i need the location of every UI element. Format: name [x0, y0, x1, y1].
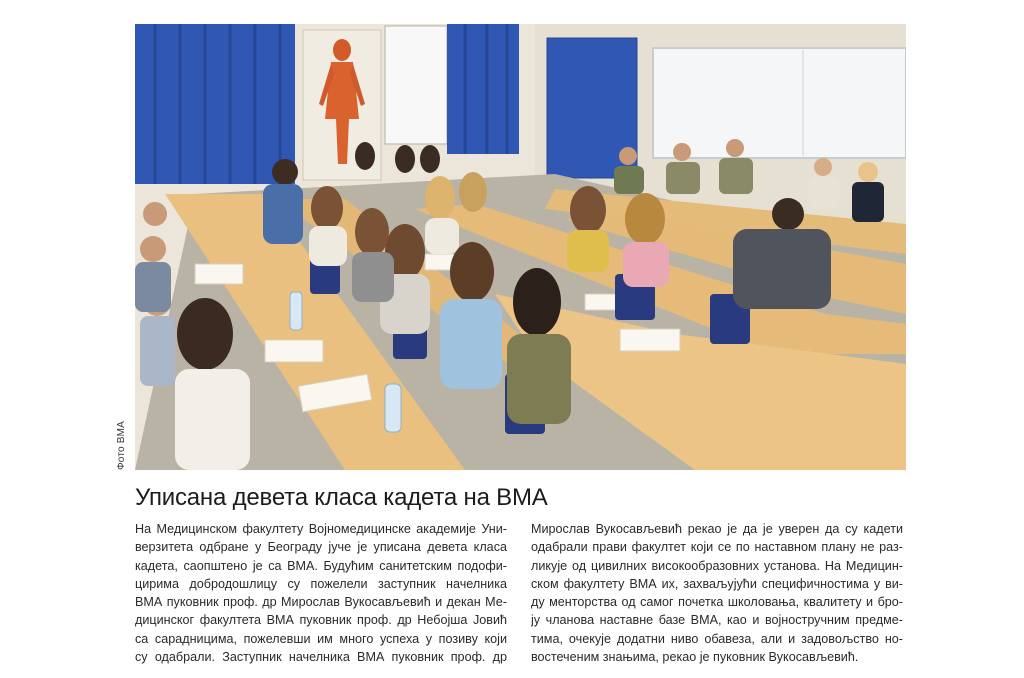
text-line: ликује од цивилних високообразовних установа. На Медицин- — [531, 558, 903, 573]
text-line: тима, очекује додатни ниво обавеза, али и задовољство но- — [531, 631, 903, 646]
text-line: одабрали прави факултет који се по наставном плану не раз- — [531, 540, 903, 555]
article-headline: Уписана девета класа кадета на ВМА — [135, 484, 548, 511]
text-line: са сарадницима, пожелевши им много успеха у позиву који — [135, 631, 507, 646]
text-line: ском факултету ВМА их, захваљујући специфичностима у ви- — [531, 576, 903, 591]
photo-credit: Фото ВМА — [116, 420, 127, 470]
classroom-photo — [135, 24, 906, 470]
curtain-left — [135, 24, 295, 184]
article-column-right — [531, 520, 903, 666]
text-line: кадета, саопштено је са ВМА. Будућим санитетским подофи- — [135, 558, 507, 573]
text-line: цирима добродошлицу су пожелели заступник начелника — [135, 576, 507, 591]
article-column-left — [135, 520, 507, 666]
text-line: Мирослав Вукосављевић рекао је да је уверен да су кадети — [531, 522, 903, 536]
whiteboard — [653, 48, 906, 158]
text-line: дицинског факултета ВМА пуковник проф. др Небојша Јовић — [135, 613, 507, 628]
text-line: ју чланова наставне базе ВМА, као и војностручним предме- — [531, 613, 903, 628]
text-line: ВМА пуковник проф. др Мирослав Вукосављевић и декан Ме- — [135, 595, 507, 610]
text-line: су одабрали. Заступник начелника ВМА пуковник проф. др — [135, 650, 507, 665]
text-line: ду менторства од самог почетка школовања, квалитету и бро- — [531, 595, 903, 610]
text-line: На Медицинском факултету Војномедицинске академије Уни- — [135, 522, 507, 536]
window — [385, 26, 447, 144]
classroom-photo-illustration — [135, 24, 906, 470]
text-line: верзитета одбране у Београду јуче је уписана девета класа — [135, 540, 507, 555]
text-line: востеченим знањима, рекао је пуковник Вукосављевић. — [531, 650, 859, 665]
